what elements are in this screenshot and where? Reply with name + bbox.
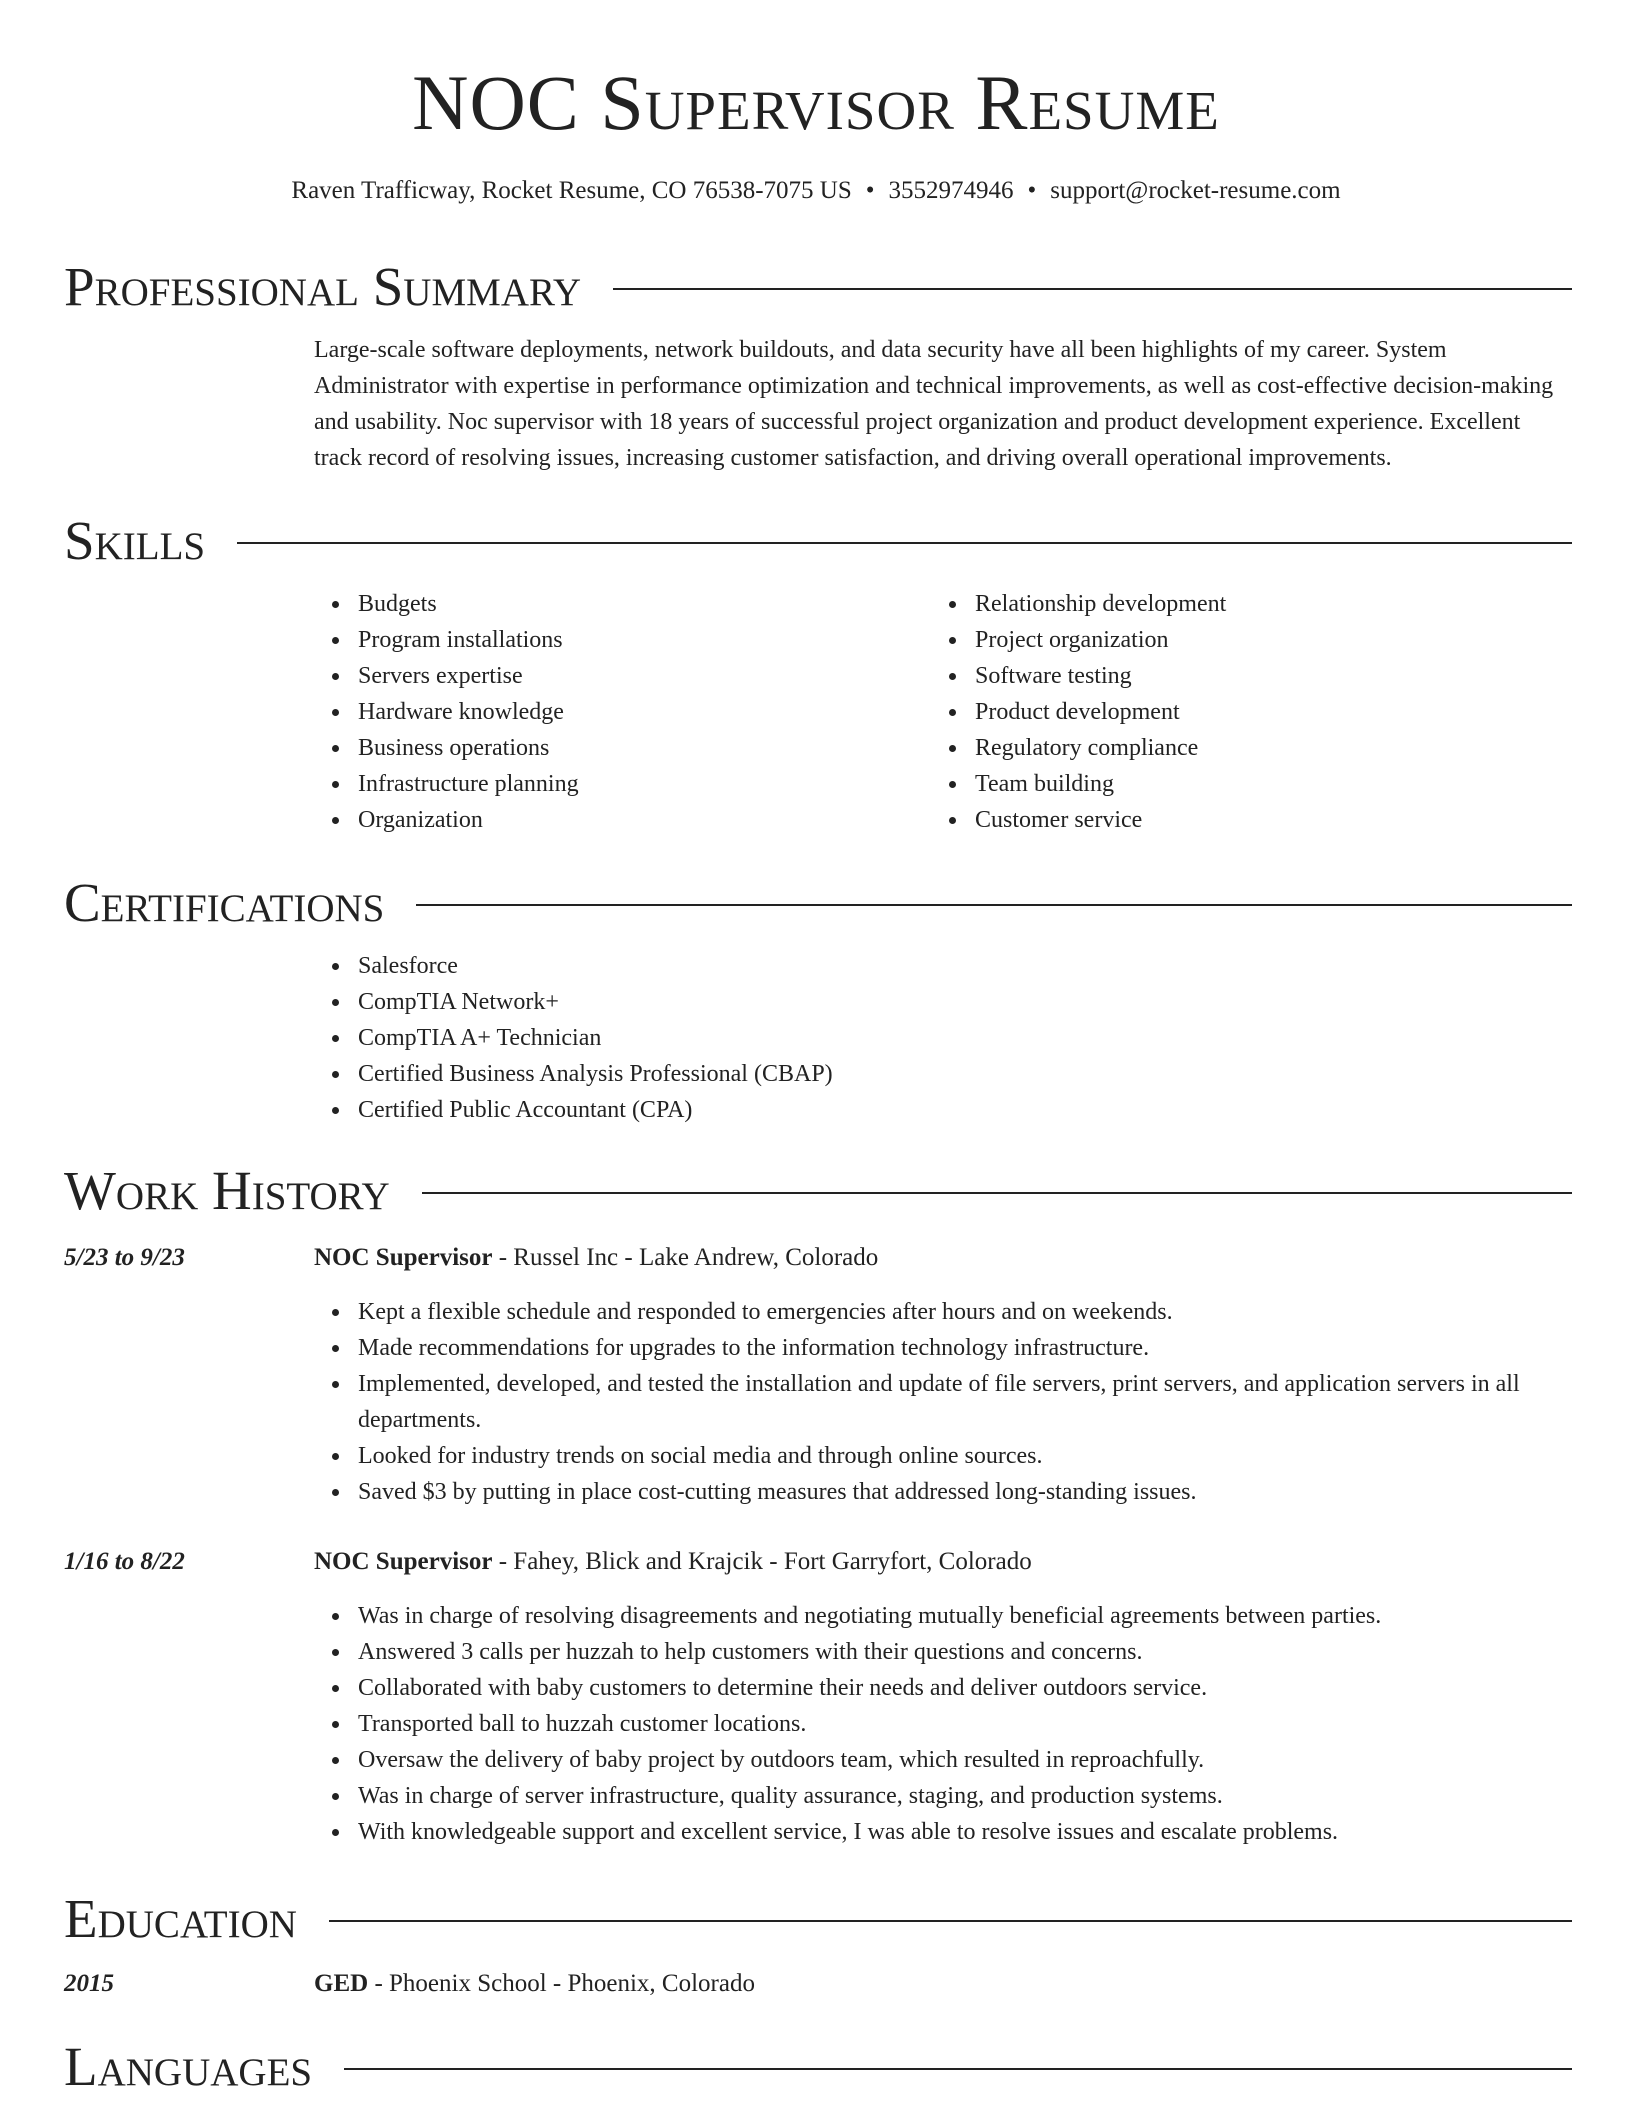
job-heading [314,1240,878,1276]
section-divider [344,2068,1572,2070]
certifications-list-wrap [314,948,1572,1128]
job-bullets [314,1598,1572,1850]
job-bullet: Was in charge of server infrastructure, quality assurance, staging, and production systems. [358,1778,1572,1814]
certification-item: CompTIA Network+ [358,984,1572,1020]
education-year: 2015 [64,1970,114,1997]
work-heading-row [64,1160,1572,1222]
job-bullet: Transported ball to huzzah customer locations. [358,1706,1572,1742]
skill-item: Relationship development [975,586,1548,622]
education-school: - Phoenix School - Phoenix, Colorado [368,1970,755,1997]
job-heading [314,1544,1032,1580]
job-bullet: Kept a flexible schedule and responded to emergencies after hours and on weekends. [358,1294,1572,1330]
summary-heading: Professional Summary [64,256,582,317]
job-bullet: Answered 3 calls per huzzah to help customers with their questions and concerns. [358,1634,1572,1670]
skills-section [64,510,1572,838]
job-bullet: With knowledgeable support and excellent service, I was able to resolve issues and escalate problems. [358,1814,1572,1850]
summary-section [64,256,1572,476]
languages-section [64,2036,1572,2098]
section-divider [613,288,1572,290]
skill-item: Infrastructure planning [358,766,931,802]
education-entry [64,1966,1572,2002]
summary-text: Large-scale software deployments, network buildouts, and data security have all been highlights of my career. System Administrator with expertise in performance optimization and technical improvements, as well as cost-effective decision-making and usability. Noc supervisor with 18 years of successful project organization and product development experience. Excellent track record of resolving issues, increasing customer satisfaction, and driving overall operational improvements. [314,337,1554,471]
job-header [64,1240,1572,1276]
certification-item: CompTIA A+ Technician [358,1020,1572,1056]
work-history-section [64,1160,1572,1850]
work-heading: Work History [64,1160,390,1221]
job-company: - Fahey, Blick and Krajcik - Fort Garryfort, Colorado [492,1548,1032,1575]
contact-address: Raven Trafficway, Rocket Resume, CO 76538-7075 US [291,177,852,204]
skill-item: Organization [358,802,931,838]
certifications-heading: Certifications [64,872,385,933]
education-section [64,1888,1572,2002]
job-entry [64,1240,1572,1510]
skill-item: Team building [975,766,1548,802]
skills-columns [314,586,1572,838]
skill-item: Project organization [975,622,1548,658]
skill-item: Program installations [358,622,931,658]
education-heading-line [314,1966,755,2002]
skills-heading: Skills [64,510,206,571]
job-bullet: Saved $3 by putting in place cost-cutting measures that addressed long-standing issues. [358,1474,1572,1510]
education-heading: Education [64,1888,297,1949]
skills-left-column [314,586,931,838]
skills-heading-row [64,510,1572,572]
skill-item: Customer service [975,802,1548,838]
resume-title: NOC Supervisor Resume [412,59,1220,146]
job-bullet: Oversaw the delivery of baby project by outdoors team, which resulted in reproachfully. [358,1742,1572,1778]
skill-item: Business operations [358,730,931,766]
job-company: - Russel Inc - Lake Andrew, Colorado [492,1244,879,1271]
education-heading-row [64,1888,1572,1950]
section-divider [237,542,1572,544]
skill-item: Product development [975,694,1548,730]
section-divider [329,1920,1572,1922]
job-bullet: Was in charge of resolving disagreements and negotiating mutually beneficial agreements between parties. [358,1598,1572,1634]
job-dates: 1/16 to 8/22 [64,1548,185,1575]
certification-item: Salesforce [358,948,1572,984]
skill-item: Software testing [975,658,1548,694]
languages-heading-row [64,2036,1572,2098]
languages-heading: Languages [64,2036,313,2097]
job-title: NOC Supervisor [314,1548,493,1575]
job-dates: 5/23 to 9/23 [64,1244,185,1271]
job-bullet: Collaborated with baby customers to determine their needs and deliver outdoors service. [358,1670,1572,1706]
contact-separator: • [1027,177,1037,204]
contact-line [0,174,1632,208]
section-divider [416,904,1572,906]
certification-item: Certified Business Analysis Professional (CBAP) [358,1056,1572,1092]
certifications-heading-row [64,872,1572,934]
skill-item: Servers expertise [358,658,931,694]
job-header [64,1544,1572,1580]
skills-right-column [931,586,1548,838]
job-entry [64,1544,1572,1850]
skill-item: Budgets [358,586,931,622]
education-degree: GED [314,1970,369,1997]
job-bullet: Made recommendations for upgrades to the information technology infrastructure. [358,1330,1572,1366]
summary-heading-row [64,256,1572,318]
section-divider [422,1192,1572,1194]
job-bullets [314,1294,1572,1510]
job-bullet: Looked for industry trends on social media and through online sources. [358,1438,1572,1474]
contact-separator: • [865,177,875,204]
job-bullet: Implemented, developed, and tested the installation and update of file servers, print servers, and application servers in all departments. [358,1366,1572,1438]
contact-email: support@rocket-resume.com [1050,177,1341,204]
skill-item: Regulatory compliance [975,730,1548,766]
contact-phone: 3552974946 [888,177,1014,204]
skill-item: Hardware knowledge [358,694,931,730]
job-title: NOC Supervisor [314,1244,493,1271]
certification-item: Certified Public Accountant (CPA) [358,1092,1572,1128]
certifications-section [64,872,1572,1128]
